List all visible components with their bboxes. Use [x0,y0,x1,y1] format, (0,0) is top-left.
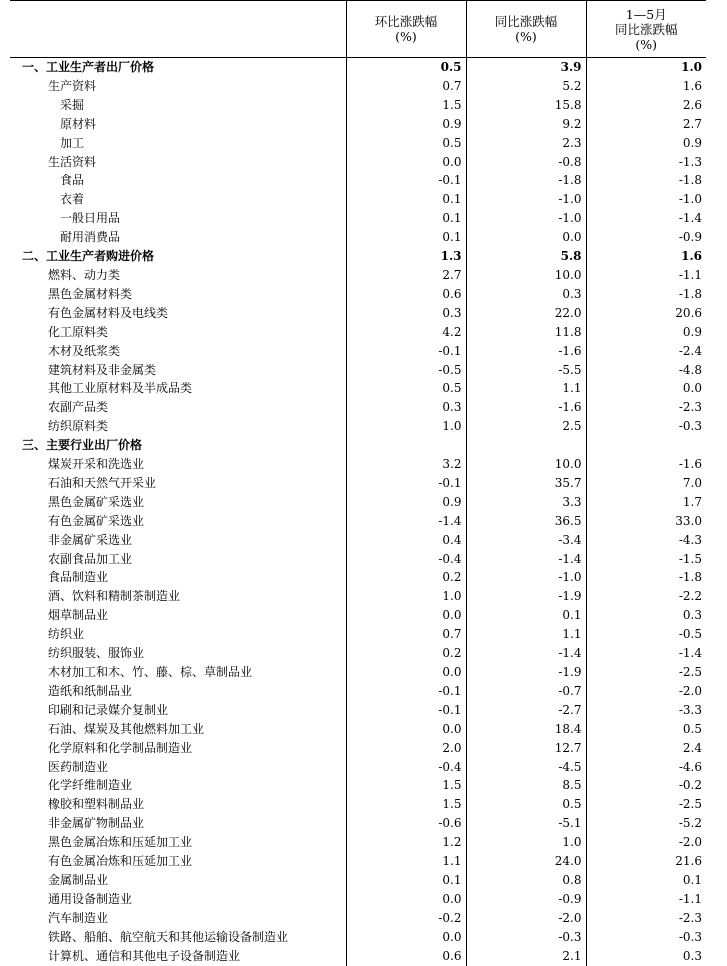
mom-value: 0.9 [346,493,466,512]
ytd-yoy-value: -2.3 [586,909,706,928]
table-row [10,266,706,285]
header-ytd-title: 同比涨跌幅 [614,21,678,37]
table-row [10,379,706,398]
header-mom-title: 环比涨跌幅 [374,14,438,29]
ytd-yoy-value: 7.0 [586,474,706,493]
row-label: 化工原料类 [48,324,109,339]
ytd-yoy-value: -3.3 [586,701,706,720]
ytd-yoy-value: 1.0 [586,58,706,77]
ytd-yoy-value: -4.3 [586,531,706,550]
mom-value: 0.2 [346,644,466,663]
row-label: 非金属矿物制品业 [48,816,145,831]
yoy-value: -1.4 [466,644,586,663]
yoy-value: -1.8 [466,171,586,190]
table-row [10,776,706,795]
row-label: 纺织业 [48,627,85,642]
table-row [10,77,706,96]
table-row [10,493,706,512]
row-label: 建筑材料及非金属类 [48,362,157,377]
yoy-value: -2.0 [466,909,586,928]
mom-value: -0.5 [346,361,466,380]
row-label: 三、主要行业出厂价格 [22,438,143,453]
table-row [10,474,706,493]
mom-value: 1.0 [346,587,466,606]
ytd-yoy-value: 0.5 [586,720,706,739]
row-label: 木材加工和木、竹、藤、棕、草制品业 [48,665,253,679]
yoy-value: 1.0 [466,833,586,852]
table-row [10,852,706,871]
row-label: 煤炭开采和洗选业 [48,457,145,472]
row-label: 其他工业原材料及半成品类 [48,381,193,396]
yoy-value: 1.1 [466,379,586,398]
row-label: 黑色金属冶炼和压延加工业 [48,835,193,850]
yoy-value: 24.0 [466,852,586,871]
ytd-yoy-value: -1.6 [586,455,706,474]
ytd-yoy-value: -2.4 [586,342,706,361]
ytd-yoy-value: 20.6 [586,304,706,323]
table-row [10,550,706,569]
mom-value: -0.4 [346,550,466,569]
row-label: 计算机、通信和其他电子设备制造业 [48,948,241,963]
table-row [10,58,706,77]
ytd-yoy-value: -1.0 [586,190,706,209]
ytd-yoy-value: -2.0 [586,682,706,701]
header-yoy-change [466,1,586,58]
mom-value: 1.2 [346,833,466,852]
table-row [10,153,706,172]
ytd-yoy-value: -1.1 [586,890,706,909]
table-row [10,247,706,266]
yoy-value: 2.5 [466,417,586,436]
table-row [10,587,706,606]
mom-value: 0.6 [346,947,466,966]
mom-value: 1.1 [346,852,466,871]
mom-value: 0.2 [346,568,466,587]
ytd-yoy-value [586,436,706,455]
ytd-yoy-value: -0.9 [586,228,706,247]
mom-value: 1.5 [346,776,466,795]
mom-value: 0.0 [346,890,466,909]
yoy-value: 18.4 [466,720,586,739]
ytd-yoy-value: -2.0 [586,833,706,852]
row-label: 铁路、船舶、航空航天和其他运输设备制造业 [48,929,289,944]
row-label: 通用设备制造业 [48,891,133,906]
row-label: 纺织原料类 [48,419,109,434]
row-label: 印刷和记录媒介复制业 [48,702,169,717]
table-row [10,833,706,852]
ytd-yoy-value: -1.3 [586,153,706,172]
mom-value: -0.1 [346,342,466,361]
table-row [10,342,706,361]
table-row [10,928,706,947]
ytd-yoy-value: 2.4 [586,739,706,758]
yoy-value: 10.0 [466,455,586,474]
yoy-value: 8.5 [466,776,586,795]
yoy-value: -1.6 [466,398,586,417]
mom-value: -0.2 [346,909,466,928]
row-label: 烟草制品业 [48,608,109,623]
table-row [10,285,706,304]
mom-value: 0.1 [346,190,466,209]
mom-value: 0.5 [346,134,466,153]
ytd-yoy-value: 1.6 [586,77,706,96]
ytd-yoy-value: -1.1 [586,266,706,285]
ytd-yoy-value: 2.6 [586,96,706,115]
yoy-value: 0.0 [466,228,586,247]
yoy-value: 3.3 [466,493,586,512]
table-row [10,115,706,134]
ytd-yoy-value: -0.3 [586,417,706,436]
yoy-value: -4.5 [466,758,586,777]
ytd-yoy-value: -0.2 [586,776,706,795]
ytd-yoy-value: -1.8 [586,568,706,587]
row-label: 金属制品业 [48,872,109,887]
yoy-value: 35.7 [466,474,586,493]
table-row [10,871,706,890]
mom-value: 0.5 [346,58,466,77]
mom-value: 2.0 [346,739,466,758]
row-label: 有色金属材料及电线类 [48,305,169,320]
yoy-value: -1.6 [466,342,586,361]
table-row [10,171,706,190]
ytd-yoy-value: -0.5 [586,625,706,644]
mom-value: 1.5 [346,795,466,814]
ytd-yoy-value: -1.8 [586,285,706,304]
mom-value: 0.5 [346,379,466,398]
row-label: 二、工业生产者购进价格 [22,249,155,264]
ytd-yoy-value: -0.3 [586,928,706,947]
table-row [10,436,706,455]
yoy-value: 0.5 [466,795,586,814]
row-label: 农副食品加工业 [48,551,133,566]
yoy-value: 0.3 [466,285,586,304]
price-index-sheet [10,0,706,966]
table-row [10,947,706,966]
mom-value: 0.1 [346,871,466,890]
table-row [10,323,706,342]
table-row [10,625,706,644]
ytd-yoy-value: -1.4 [586,644,706,663]
yoy-value: -2.7 [466,701,586,720]
yoy-value: -5.5 [466,361,586,380]
header-yoy-unit: (%) [515,29,537,44]
yoy-value: -0.7 [466,682,586,701]
table-row [10,190,706,209]
header-mom-change [346,1,466,58]
mom-value [346,436,466,455]
table-row [10,795,706,814]
row-label: 采掘 [60,97,85,112]
table-row [10,814,706,833]
ytd-yoy-value: -1.5 [586,550,706,569]
table-row [10,398,706,417]
ytd-yoy-value: 0.9 [586,134,706,153]
mom-value: 1.0 [346,417,466,436]
header-ytd-yoy-change [586,1,706,58]
yoy-value: 5.2 [466,77,586,96]
yoy-value: 5.8 [466,247,586,266]
row-label: 加工 [60,135,85,150]
yoy-value: 36.5 [466,512,586,531]
ytd-yoy-value: -4.8 [586,361,706,380]
row-label: 酒、饮料和精制茶制造业 [48,589,181,604]
ytd-yoy-value: -5.2 [586,814,706,833]
mom-value: 0.4 [346,531,466,550]
table-row [10,455,706,474]
yoy-value: 15.8 [466,96,586,115]
yoy-value: -0.3 [466,928,586,947]
mom-value: 0.7 [346,625,466,644]
mom-value: 0.0 [346,153,466,172]
yoy-value: 10.0 [466,266,586,285]
ytd-yoy-value: 0.0 [586,379,706,398]
table-row [10,209,706,228]
mom-value: 0.0 [346,720,466,739]
mom-value: 0.1 [346,228,466,247]
row-label: 黑色金属矿采选业 [48,494,145,509]
row-label: 有色金属冶炼和压延加工业 [48,854,193,869]
row-label: 汽车制造业 [48,910,109,925]
table-header-row [10,1,706,58]
row-label: 一般日用品 [60,211,121,226]
mom-value: 0.3 [346,398,466,417]
mom-value: 1.5 [346,96,466,115]
yoy-value: 1.1 [466,625,586,644]
header-mom-unit: (%) [395,29,417,44]
row-label: 食品制造业 [48,570,109,585]
row-label: 有色金属矿采选业 [48,513,145,528]
table-row [10,682,706,701]
row-label: 医药制造业 [48,759,109,774]
ytd-yoy-value: 0.3 [586,947,706,966]
row-label: 食品 [60,173,85,188]
ytd-yoy-value: 2.7 [586,115,706,134]
yoy-value: 2.3 [466,134,586,153]
row-label: 非金属矿采选业 [48,532,133,547]
row-label: 农副产品类 [48,400,109,415]
yoy-value: -1.9 [466,663,586,682]
row-label: 化学原料和化学制品制造业 [48,740,193,755]
ytd-yoy-value: 1.7 [586,493,706,512]
row-label: 石油、煤炭及其他燃料加工业 [48,721,205,736]
row-label: 造纸和纸制品业 [48,683,133,698]
table-row [10,304,706,323]
table-row [10,701,706,720]
row-label: 生活资料 [48,154,97,169]
header-blank [10,1,346,58]
ytd-yoy-value: 0.3 [586,606,706,625]
ytd-yoy-value: 0.1 [586,871,706,890]
ytd-yoy-value: -2.2 [586,587,706,606]
row-label: 一、工业生产者出厂价格 [22,60,155,74]
mom-value: 0.9 [346,115,466,134]
price-change-table [10,0,706,966]
mom-value: -0.6 [346,814,466,833]
row-label: 原材料 [60,116,97,131]
yoy-value: -1.9 [466,587,586,606]
yoy-value: 11.8 [466,323,586,342]
row-label: 木材及纸浆类 [48,343,121,358]
table-row [10,228,706,247]
mom-value: 3.2 [346,455,466,474]
table-row [10,134,706,153]
header-yoy-title: 同比涨跌幅 [494,14,558,29]
mom-value: 0.6 [346,285,466,304]
ytd-yoy-value: 21.6 [586,852,706,871]
yoy-value: 0.1 [466,606,586,625]
yoy-value: 3.9 [466,58,586,77]
yoy-value: -1.0 [466,190,586,209]
row-label: 燃料、动力类 [48,267,121,282]
table-row [10,644,706,663]
ytd-yoy-value: -4.6 [586,758,706,777]
yoy-value: -1.0 [466,568,586,587]
table-row [10,568,706,587]
yoy-value [466,436,586,455]
header-ytd-period: 1—5月 [625,6,667,22]
mom-value: -0.1 [346,682,466,701]
ytd-yoy-value: 1.6 [586,247,706,266]
yoy-value: -1.4 [466,550,586,569]
table-row [10,739,706,758]
yoy-value: 0.8 [466,871,586,890]
yoy-value: 2.1 [466,947,586,966]
table-row [10,758,706,777]
table-row [10,663,706,682]
row-label: 耐用消费品 [60,230,121,245]
mom-value: -1.4 [346,512,466,531]
row-label: 化学纤维制造业 [48,778,133,793]
yoy-value: 22.0 [466,304,586,323]
yoy-value: -5.1 [466,814,586,833]
ytd-yoy-value: -2.5 [586,663,706,682]
mom-value: -0.1 [346,701,466,720]
row-label: 黑色金属材料类 [48,286,133,301]
mom-value: 1.3 [346,247,466,266]
table-row [10,909,706,928]
mom-value: 0.0 [346,663,466,682]
table-row [10,890,706,909]
mom-value: -0.4 [346,758,466,777]
row-label: 石油和天然气开采业 [48,475,157,490]
mom-value: 0.0 [346,606,466,625]
yoy-value: -3.4 [466,531,586,550]
mom-value: -0.1 [346,171,466,190]
ytd-yoy-value: -1.4 [586,209,706,228]
row-label: 生产资料 [48,78,97,93]
mom-value: 4.2 [346,323,466,342]
row-label: 纺织服装、服饰业 [48,646,145,661]
row-label: 橡胶和塑料制品业 [48,797,145,812]
row-label: 衣着 [60,192,85,207]
mom-value: 0.7 [346,77,466,96]
table-row [10,417,706,436]
mom-value: -0.1 [346,474,466,493]
ytd-yoy-value: 0.9 [586,323,706,342]
yoy-value: 9.2 [466,115,586,134]
header-ytd-unit: (%) [635,36,658,52]
mom-value: 2.7 [346,266,466,285]
yoy-value: -1.0 [466,209,586,228]
table-row [10,96,706,115]
table-row [10,720,706,739]
ytd-yoy-value: -2.3 [586,398,706,417]
mom-value: 0.1 [346,209,466,228]
table-body [10,58,706,966]
table-row [10,531,706,550]
mom-value: 0.0 [346,928,466,947]
ytd-yoy-value: 33.0 [586,512,706,531]
mom-value: 0.3 [346,304,466,323]
ytd-yoy-value: -2.5 [586,795,706,814]
ytd-yoy-value: -1.8 [586,171,706,190]
yoy-value: -0.9 [466,890,586,909]
yoy-value: -0.8 [466,153,586,172]
table-row [10,512,706,531]
table-row [10,361,706,380]
table-row [10,606,706,625]
yoy-value: 12.7 [466,739,586,758]
